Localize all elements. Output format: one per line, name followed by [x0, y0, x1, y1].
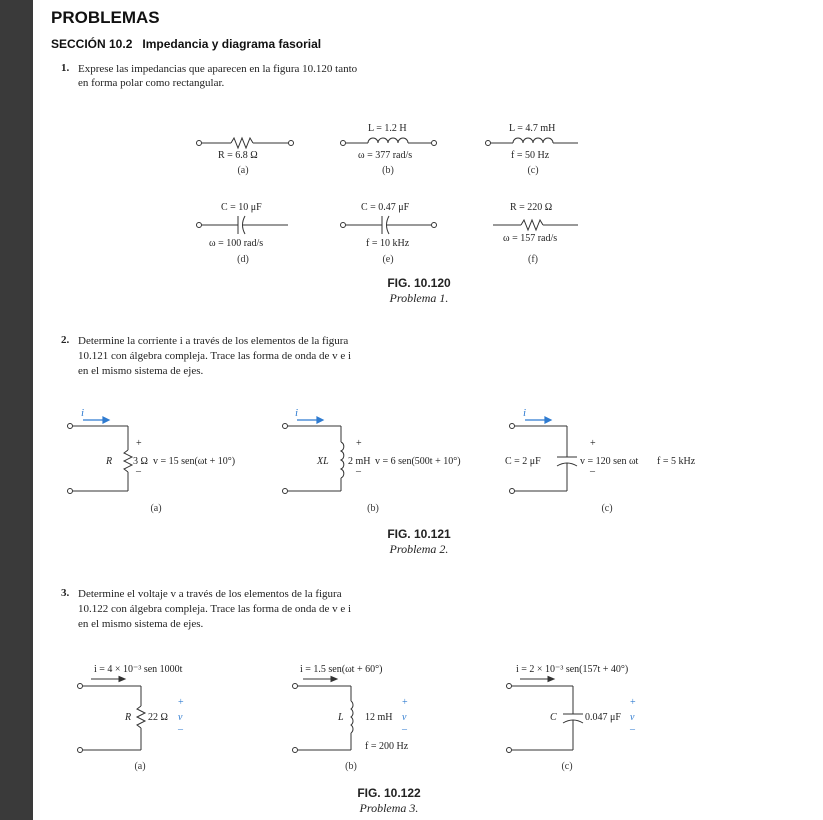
section-number: SECCIÓN 10.2 — [51, 37, 133, 51]
plus-sign: + — [356, 438, 362, 449]
source-expression: v = 15 sen(ωt + 10°) — [153, 456, 236, 467]
fig122-wiring — [33, 0, 823, 820]
fig122-a-tag: (a) — [134, 761, 146, 772]
current-arrow — [119, 677, 125, 682]
element-value: 3 Ω — [133, 456, 148, 467]
fig120-b-bottom: ω = 377 rad/s — [358, 150, 413, 161]
fig120-label: FIG. 10.120 — [387, 276, 451, 290]
minus-sign: – — [402, 724, 407, 735]
fig120-d-top: C = 10 μF — [221, 202, 262, 213]
current-arrow — [548, 677, 554, 682]
current-expression: i = 4 × 10⁻³ sen 1000t — [94, 664, 183, 675]
page-title: PROBLEMAS — [51, 8, 160, 27]
section-title: Impedancia y diagrama fasorial — [142, 37, 322, 51]
plus-sign: + — [590, 438, 596, 449]
source-expression: v = 6 sen(500t + 10°) — [375, 456, 461, 467]
problem-number: 2. — [61, 334, 70, 346]
fig120-d-bottom: ω = 100 rad/s — [209, 238, 264, 249]
plus-sign: + — [136, 438, 142, 449]
problem-line: en el mismo sistema de ejes. — [78, 365, 204, 377]
current-expression: i = 2 × 10⁻³ sen(157t + 40°) — [516, 664, 629, 675]
element-label: C = 2 μF — [505, 456, 541, 467]
fig121-c-tag: (c) — [601, 503, 613, 514]
element-value: 2 mH — [348, 456, 371, 467]
fig122-c-tag: (c) — [561, 761, 573, 772]
fig120-a-value: R = 6.8 Ω — [218, 150, 258, 161]
fig120-e-tag: (e) — [382, 254, 394, 265]
current-arrow — [331, 677, 337, 682]
fig121-a-tag: (a) — [150, 503, 162, 514]
voltage-label: v — [402, 712, 407, 723]
fig120-a-tag: (a) — [237, 165, 249, 176]
fig120-d-tag: (d) — [237, 254, 249, 265]
fig120-e-top: C = 0.47 μF — [361, 202, 410, 213]
minus-sign: – — [590, 466, 595, 477]
plus-sign: + — [178, 697, 184, 708]
problem-number: 1. — [61, 62, 70, 74]
voltage-label: v — [630, 712, 635, 723]
problem-line: Exprese las impedancias que aparecen en la figura 10.120 tanto — [78, 63, 358, 75]
fig122-caption: Problema 3. — [359, 801, 419, 815]
fig120-b-top: L = 1.2 H — [368, 123, 407, 134]
element-label: C — [550, 712, 557, 723]
element-label: L — [338, 712, 344, 723]
element-label: R — [106, 456, 113, 467]
current-label: i — [295, 407, 299, 419]
element-label: XL — [317, 456, 329, 467]
fig120-f-bottom: ω = 157 rad/s — [503, 233, 558, 244]
fig120-c-bottom: f = 50 Hz — [511, 150, 550, 161]
fig121-b-tag: (b) — [367, 503, 379, 514]
fig120-f-top: R = 220 Ω — [510, 202, 553, 213]
fig120-f-tag: (f) — [528, 254, 538, 265]
fig120-b-tag: (b) — [382, 165, 394, 176]
fig120-c-tag: (c) — [527, 165, 539, 176]
fig120-caption: Problema 1. — [389, 291, 449, 305]
plus-sign: + — [630, 697, 636, 708]
fig121-caption: Problema 2. — [389, 542, 449, 556]
minus-sign: – — [178, 724, 183, 735]
element-value: 22 Ω — [148, 712, 168, 723]
fig120-c-top: L = 4.7 mH — [509, 123, 556, 134]
extra-parameter: f = 200 Hz — [365, 741, 409, 752]
page — [33, 0, 823, 820]
fig120-e-bottom: f = 10 kHz — [366, 238, 410, 249]
problem-line: Determine la corriente i a través de los elementos de la figura — [78, 335, 349, 347]
plus-sign: + — [402, 697, 408, 708]
minus-sign: – — [136, 466, 141, 477]
fig122-label: FIG. 10.122 — [357, 786, 421, 800]
problem-line: en forma polar como rectangular. — [78, 77, 225, 89]
problem-line: Determine el voltaje v a través de los elementos de la figura — [78, 588, 342, 600]
fig121-label: FIG. 10.121 — [387, 527, 451, 541]
problem-number: 3. — [61, 587, 70, 599]
minus-sign: – — [356, 466, 361, 477]
current-label: i — [81, 407, 85, 419]
element-value: 12 mH — [365, 712, 393, 723]
current-label: i — [523, 407, 527, 419]
source-expression: v = 120 sen ωt — [580, 456, 639, 467]
extra-parameter: f = 5 kHz — [657, 456, 696, 467]
minus-sign: – — [630, 724, 635, 735]
problem-line: 10.121 con álgebra compleja. Trace las forma de onda de v e i — [78, 350, 352, 362]
element-value: 0.047 μF — [585, 712, 621, 723]
element-label: R — [125, 712, 132, 723]
fig122-b-tag: (b) — [345, 761, 357, 772]
problem-line: en el mismo sistema de ejes. — [78, 618, 204, 630]
problem-line: 10.122 con álgebra compleja. Trace las forma de onda de v e i — [78, 603, 352, 615]
current-expression: i = 1.5 sen(ωt + 60°) — [300, 664, 383, 675]
voltage-label: v — [178, 712, 183, 723]
